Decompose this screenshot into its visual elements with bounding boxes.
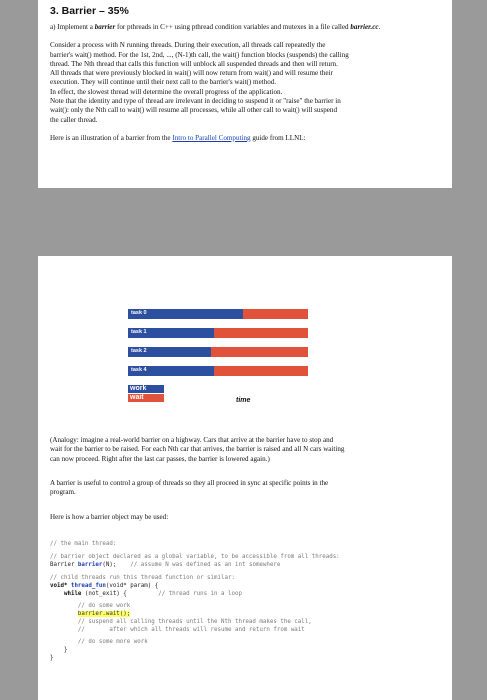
code-brace: } [63,647,68,653]
task-bar [128,366,308,376]
task-label: task 1 [131,329,147,335]
wait-segment [214,366,308,376]
illustration-prefix: Here is an illustration of a barrier from the [50,133,173,142]
task-bar [128,347,308,357]
useful-line: A barrier is useful to control a group of threads so they all proceed in sync at specific points in the [50,479,329,487]
code-identifier: barrier [77,562,103,568]
code-keyword: void* [50,583,68,589]
description-paragraph [50,41,440,125]
llnl-guide-link[interactable]: Intro to Parallel Computing [172,133,251,142]
intro-suffix: . [378,23,381,31]
code-comment: // do some work [77,603,131,609]
desc-line: In effect, the slowest thread will determine the overall progress of the application. [50,87,283,96]
task-label: task 0 [131,310,147,316]
code-type: Barrier [50,562,78,568]
code-line [50,638,442,646]
task-bar [128,309,308,319]
code-line-decl [50,561,442,569]
legend-work: work [128,385,164,393]
useful-line: program. [50,488,76,497]
analogy-paragraph [50,436,442,464]
code-comment: // the main thread: [50,541,117,547]
code-comment: // suspend all calling threads until the Nth thread makes the call, [77,619,312,625]
barrier-term: barrier [94,23,116,31]
usage-intro-text: Here is how a barrier object may be used: [50,513,169,521]
code-line [50,618,442,626]
analogy-line: (Analogy: imagine a real-world barrier on a highway. Cars that arrive at the barrier have to stop and [50,436,334,444]
task-label: task 2 [131,348,147,354]
useful-paragraph [50,479,442,498]
desc-line: Consider a process with N running threads. During their execution, all threads call repeatedly the [50,41,326,50]
desc-line: the caller thread. [50,115,98,124]
code-block [50,540,442,662]
section-heading: 3. Barrier – 35% [50,5,129,17]
code-comment: // child threads run this thread function or similar: [50,575,235,581]
code-function-name: thread_fun [70,583,106,589]
desc-line: Note that the identity and type of thread are irrelevant in deciding to suspend it or "raise" the barrier in [50,97,341,106]
wait-segment [243,309,308,319]
task-label: task 4 [131,367,147,373]
code-line-fn [50,582,442,590]
code-comment: // thread runs in a loop [158,591,242,597]
code-comment: // barrier object declared as a global variable, to be accessible from all threads: [50,554,340,560]
legend-wait: wait [128,394,164,402]
file-name: barrier.cc [350,23,379,31]
document-page-2 [38,256,452,700]
desc-line: thread. The Nth thread that calls this function will unblock all suspended threads and then will return. [50,59,338,68]
code-comment: // do some more work [77,639,148,645]
code-args: (void* param) { [105,583,159,589]
barrier-illustration [128,309,308,415]
code-line [50,626,442,634]
task-bar [128,328,308,338]
code-args: (N); [102,562,117,568]
code-line-while [50,590,442,598]
intro-paragraph [50,23,440,32]
wait-segment [211,347,308,357]
intro-prefix: a) Implement a [50,23,95,31]
code-line [50,602,442,610]
analogy-line: can now proceed. Right after the last car passes, the barrier is lowered again.) [50,454,270,463]
intro-middle: for pthreads in C++ using pthread condition variables and mutexes in a file called [115,23,351,31]
code-comment: // assume N was defined as an int somewhere [130,562,281,568]
desc-line: wait(): only the Nth call to wait() will resume all processes, while all other call to wait() will suspend [50,106,338,115]
code-line [50,646,442,654]
code-line-wait [50,610,442,618]
wait-segment [214,328,308,338]
desc-line: barrier's wait() method. For the 1st, 2nd, ..., (N-1)th call, the wait() function blocks (suspends) the calling [50,50,349,59]
code-condition: (not_exit) { [81,591,127,597]
usage-intro [50,513,442,522]
document-page-1 [38,0,452,188]
code-comment: // after which all threads will resume and return from wait [77,627,305,633]
illustration-caption [50,134,440,143]
barrier-wait-call: barrier.wait(); [77,611,131,617]
code-line [50,654,442,662]
code-keyword: while [63,591,82,597]
desc-line: All threads that were previously blocked in wait() will now return from wait() and will resume their [50,69,333,78]
code-brace: } [50,655,54,661]
time-axis-label: time [236,397,251,404]
illustration-suffix: guide from LLNL: [250,133,306,142]
desc-line: execution. They will continue until their next call to the barrier's wait() method. [50,78,277,87]
analogy-line: wait for the barrier to be raised. For each Nth car that arrives, the barrier is raised and all N cars waiting [50,445,345,454]
